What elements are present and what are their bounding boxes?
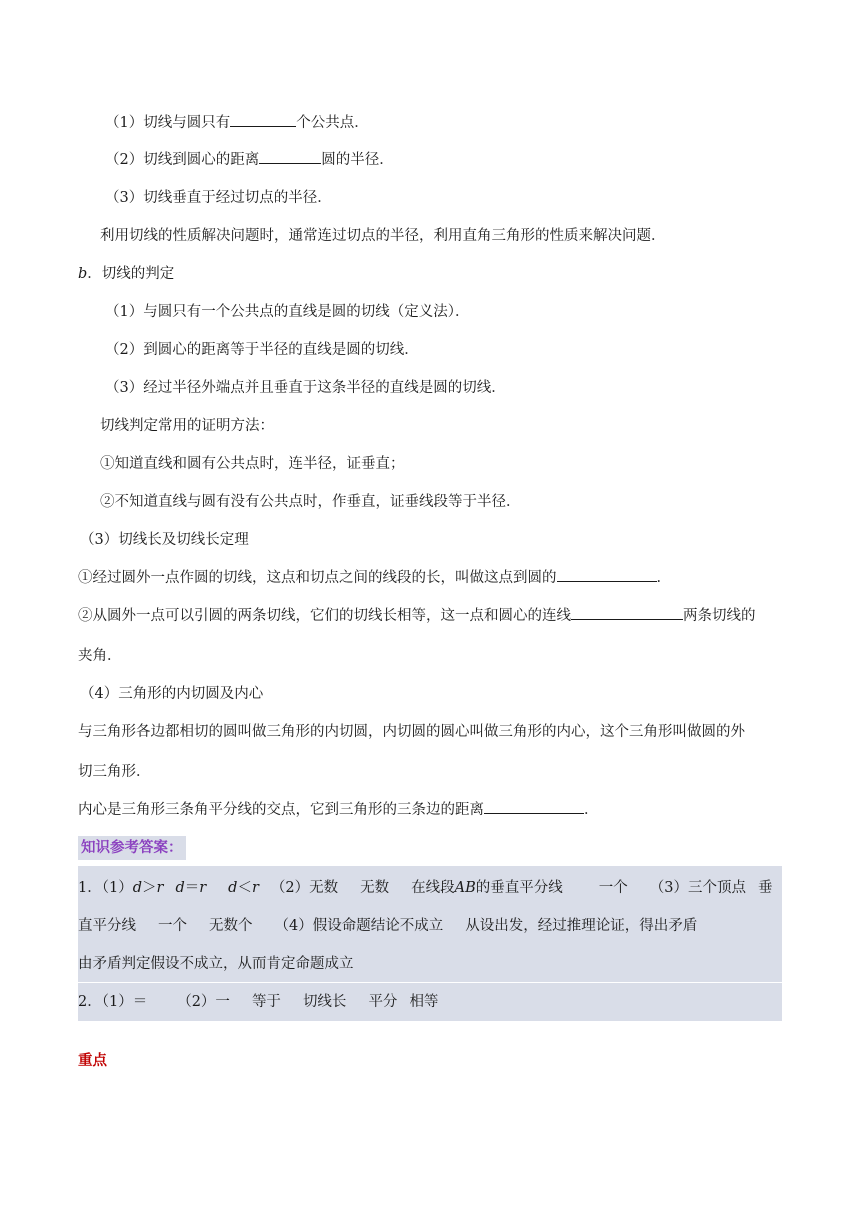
blank[interactable] xyxy=(259,149,321,164)
key-points-heading: 重点 xyxy=(78,1052,107,1069)
incircle-def-2: 切三角形． xyxy=(78,764,151,780)
divider xyxy=(78,982,782,983)
tangent-length-1: ①经过圆外一点作圆的切线，这点和切点之间的线段的长，叫做这点到圆的 ． xyxy=(78,567,782,589)
answer-2: 2．（1）＝ （2）一 等于 切线长 平分 相等 xyxy=(78,994,439,1010)
property-1: （1）切线与圆只有 个公共点． xyxy=(105,112,782,134)
answers-title: 知识参考答案： xyxy=(78,836,186,860)
tangent-length-title: （3）切线长及切线长定理 xyxy=(80,532,249,548)
judgement-1: （1）与圆只有一个公共点的直线是圆的切线（定义法）． xyxy=(105,304,470,320)
tangent-length-2: ②从圆外一点可以引圆的两条切线，它们的切线长相等，这一点和圆心的连线 两条切线的 xyxy=(78,605,782,627)
blank[interactable] xyxy=(484,799,584,814)
judgement-heading: b．切线的判定 xyxy=(78,266,175,282)
method-1: ①知道直线和圆有公共点时，连半径，证垂直； xyxy=(100,456,405,472)
property-note: 利用切线的性质解决问题时，通常连过切点的半径，利用直角三角形的性质来解决问题． xyxy=(100,228,666,244)
incenter-property: 内心是三角形三条角平分线的交点，它到三角形的三条边的距离 ． xyxy=(78,799,782,821)
property-2: （2）切线到圆心的距离 圆的半径． xyxy=(105,149,782,171)
blank[interactable] xyxy=(557,567,657,582)
property-3: （3）切线垂直于经过切点的半径． xyxy=(105,190,332,206)
method-2: ②不知道直线与圆有没有公共点时，作垂直，证垂线段等于半径． xyxy=(100,494,521,510)
methods-title: 切线判定常用的证明方法： xyxy=(100,418,274,434)
tangent-length-2-cont: 夹角． xyxy=(78,648,122,664)
incircle-title: （4）三角形的内切圆及内心 xyxy=(80,686,264,702)
answer-1-line-2: 直平分线 一个 无数个 （4）假设命题结论不成立 从设出发，经过推理论证，得出矛盾 xyxy=(78,918,698,934)
answer-1-line-1: 1．（1）d＞r d＝r d＜r （2）无数 无数 在线段AB的垂直平分线 一个 （3）三个顶点 垂 xyxy=(78,880,773,896)
blank[interactable] xyxy=(230,112,296,127)
incircle-def-1: 与三角形各边都相切的圆叫做三角形的内切圆，内切圆的圆心叫做三角形的内心，这个三角形叫做圆的外 xyxy=(78,724,745,740)
judgement-2: （2）到圆心的距离等于半径的直线是圆的切线． xyxy=(105,342,419,358)
blank[interactable] xyxy=(571,605,683,620)
judgement-3: （3）经过半径外端点并且垂直于这条半径的直线是圆的切线． xyxy=(105,380,506,396)
answer-1-line-3: 由矛盾判定假设不成立，从而肯定命题成立 xyxy=(78,956,354,972)
